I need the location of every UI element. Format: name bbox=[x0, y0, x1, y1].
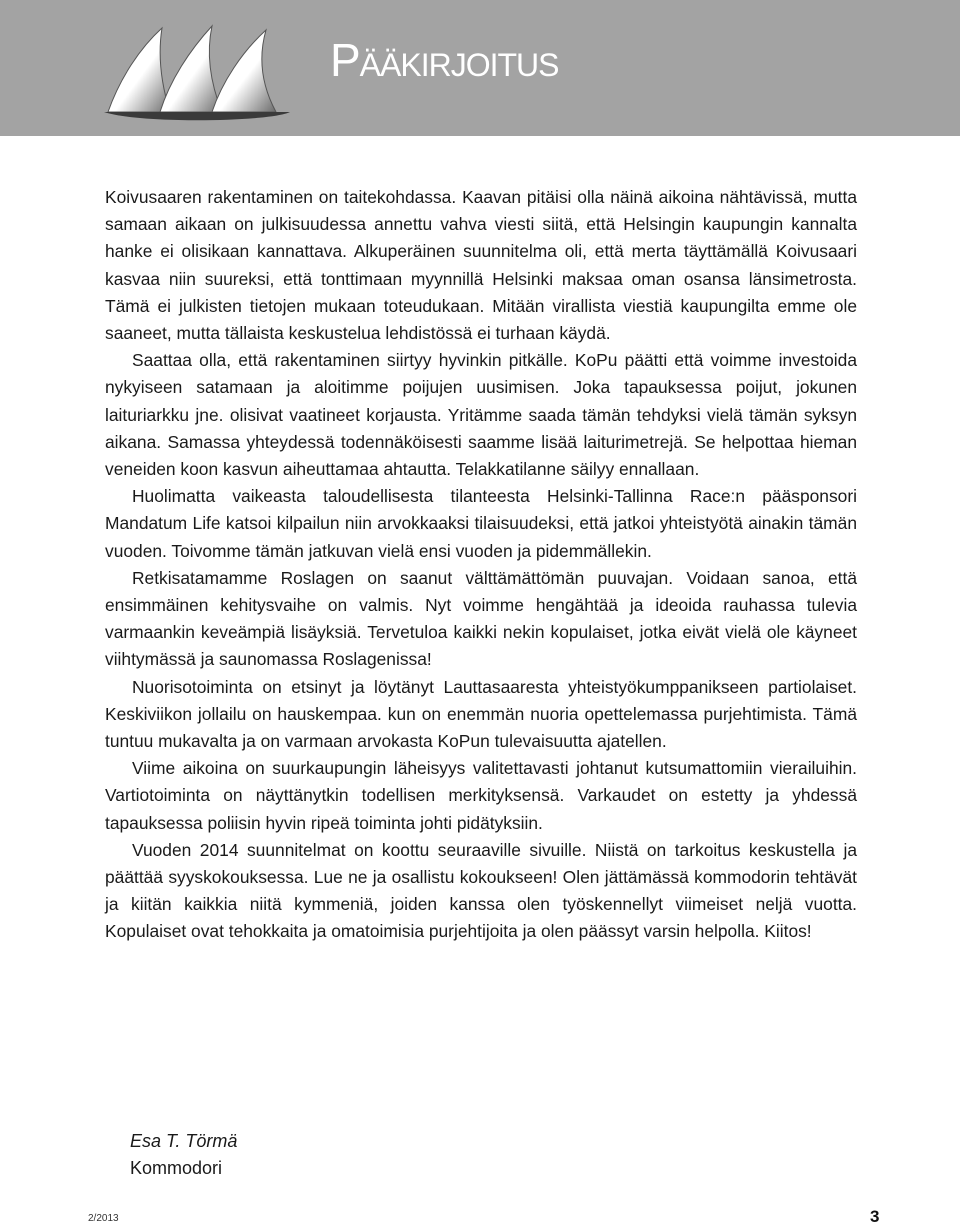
issue-number: 2/2013 bbox=[88, 1213, 119, 1224]
paragraph: Nuorisotoiminta on etsinyt ja löytänyt Lauttasaaresta yhteistyökumppanikseen partiolaiset. Keskiviikon jollailu on hauskempaa. kun on enemmän nuoria opettelemassa purjehtimista. Tämä tuntuu mukavalta ja on varmaan arvokasta KoPun tulevaisuutta ajatellen. bbox=[105, 676, 857, 752]
editorial-body bbox=[105, 184, 857, 946]
paragraph: Vuoden 2014 suunnitelmat on koottu seuraaville sivuille. Niistä on tarkoitus keskustella ja päättää syyskokouksessa. Lue ne ja osallistu kokoukseen! Olen jättämässä kommodorin tehtävät ja kiitän kaikkia niitä kymmeniä, joiden kanssa olen työskennellyt viimeiset neljä vuotta. Kopulaiset ovat tehokkaita ja omatoimisia purjehtijoita ja olen päässyt varsin helpolla. Kiitos! bbox=[105, 839, 857, 942]
paragraph: Retkisatamamme Roslagen on saanut välttämättömän puuvajan. Voidaan sanoa, että ensimmäinen kehitysvaihe on valmis. Nyt voimme hengähtää ja ideoida rauhassa tulevia varmaankin keveämpiä lisäyksiä. Tervetuloa kaikki nekin kopulaiset, jotka eivät vielä ole käyneet viihtymässä ja saunomassa Roslagenissa! bbox=[105, 567, 857, 670]
signature bbox=[130, 1128, 237, 1182]
signature-name: Esa T. Törmä bbox=[130, 1131, 238, 1151]
page-number: 3 bbox=[870, 1207, 880, 1226]
paragraph: Huolimatta vaikeasta taloudellisesta tilanteesta Helsinki-Tallinna Race:n pääsponsori Mandatum Life katsoi kilpailun niin arvokkaaksi tilaisuudeksi, että jatkoi yhteistyötä ainakin tämän vuoden. Toivomme tämän jatkuvan vielä ensi vuoden ja pidemmällekin. bbox=[105, 486, 857, 561]
signature-title: Kommodori bbox=[130, 1158, 223, 1178]
page-title: Pääkirjoitus bbox=[330, 34, 559, 86]
paragraph: Saattaa olla, että rakentaminen siirtyy hyvinkin pitkälle. KoPu päätti että voimme investoida nykyiseen satamaan ja aloitimme poijujen uusimisen. Joka tapauksessa poijut, jokunen laituriarkku jne. olisivat vaatineet korjausta. Yritämme saada tämän tehdyksi vielä tämän syksyn aikana. Samassa yhteydessä todennäköisesti saamme lisää laiturimetrejä. Se helpottaa hieman veneiden koon kasvun aiheuttamaa ahtautta. Telakkatilanne säilyy ennallaan. bbox=[105, 350, 857, 480]
sail-logo-icon bbox=[100, 8, 300, 130]
paragraph: Viime aikoina on suurkaupungin läheisyys valitettavasti johtanut kutsumattomiin vierailuihin. Vartiotoiminta on näyttänytkin todellisen merkityksensä. Varkaudet on estetty ja yhdessä tapauksessa poliisin hyvin ripeä toiminta johti pidätyksiin. bbox=[105, 758, 857, 833]
paragraph: Koivusaaren rakentaminen on taitekohdassa. Kaavan pitäisi olla näinä aikoina nähtävissä, mutta samaan aikaan on julkisuudessa annettu vahva viesti siitä, että Helsingin kaupungin kannalta hanke ei olisikaan kannattava. Alkuperäinen suunnitelma oli, että merta täyttämällä Koivusaari kasvaa niin suureksi, että tonttimaan myynnillä Helsinki maksaa oman osansa länsimetrosta. Tämä ei julkisten tietojen mukaan toteudukaan. Mitään virallista viestiä kaupungilta emme ole saaneet, mutta tällaista keskustelua lehdistössä ei turhaan käydä. bbox=[105, 187, 857, 344]
page-header bbox=[0, 0, 960, 136]
